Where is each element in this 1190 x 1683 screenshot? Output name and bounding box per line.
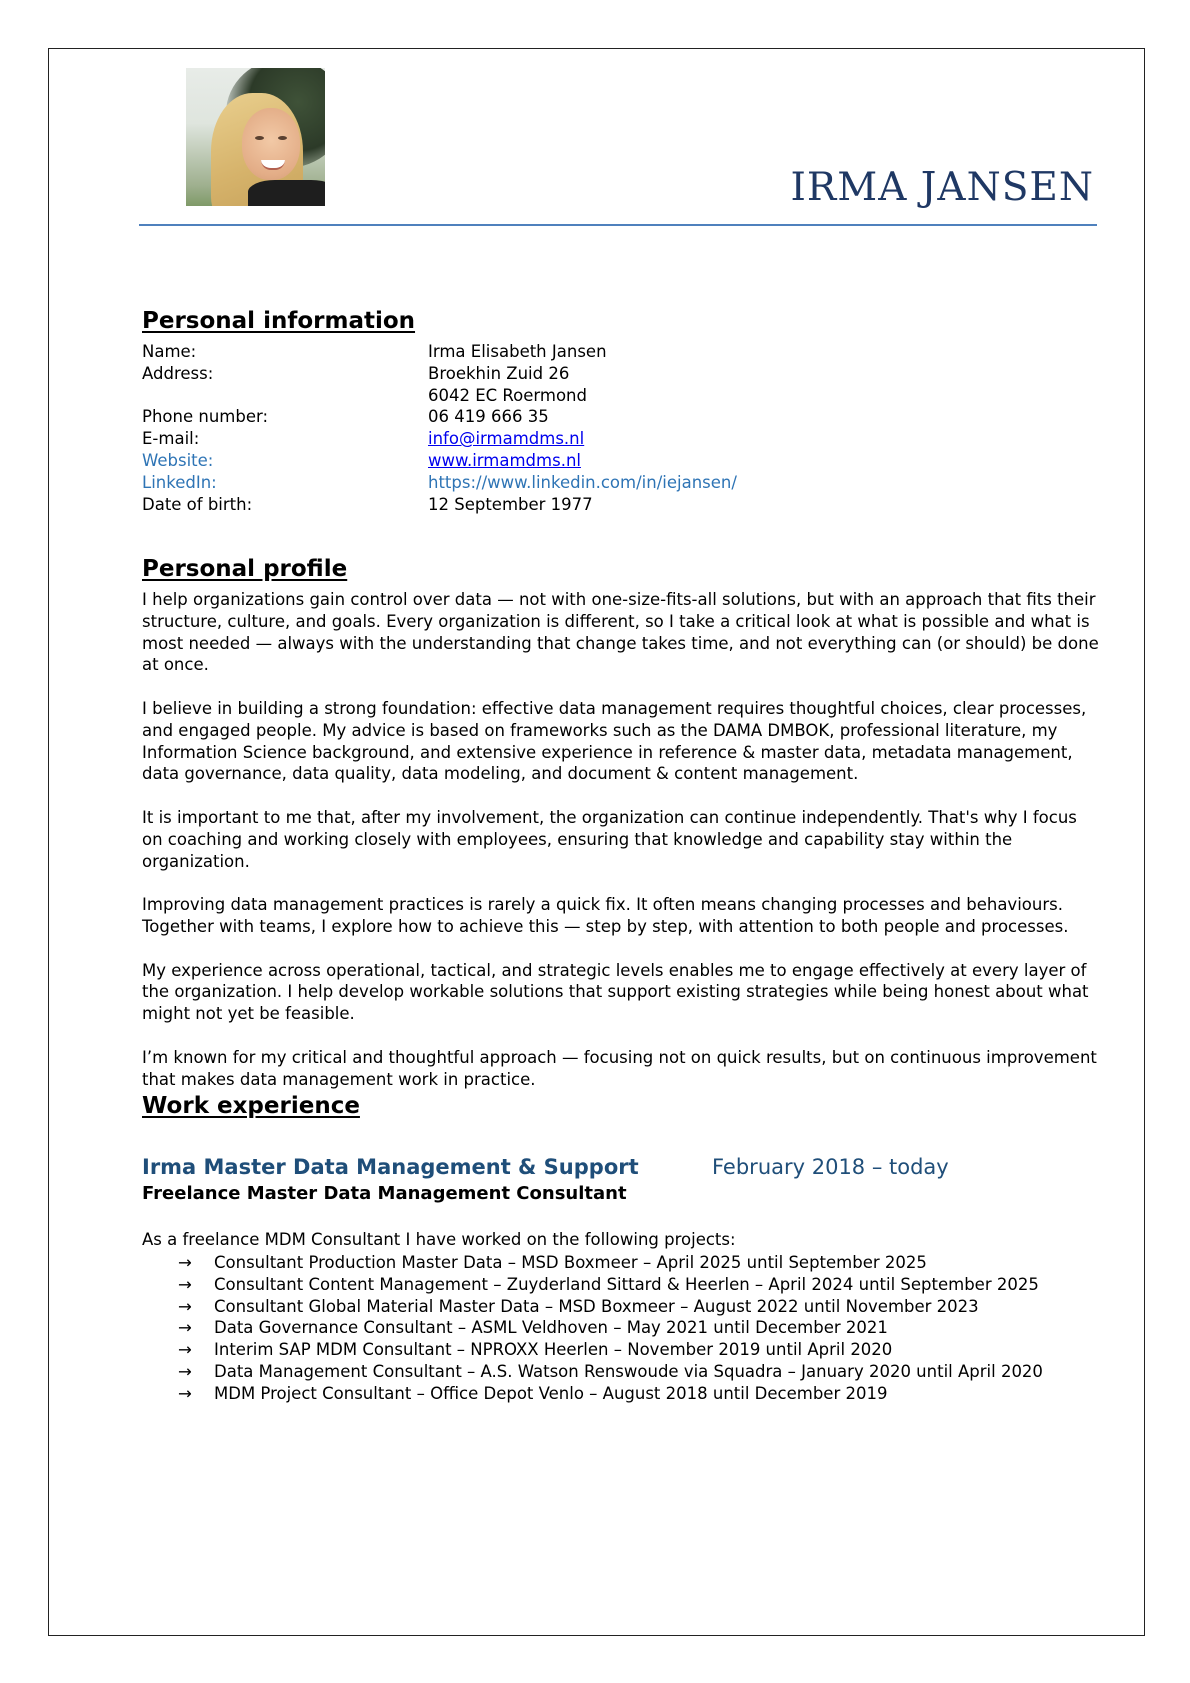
arrow-right-icon: → [178,1253,192,1272]
project-item [178,1339,1043,1361]
job-role: Freelance Master Data Management Consultant [142,1183,627,1204]
job-intro: As a freelance MDM Consultant I have worked on the following projects: [142,1230,736,1249]
info-row-address-line-2 [142,385,737,407]
arrow-right-icon: → [178,1340,192,1360]
photo-shirt [248,180,325,206]
arrow-right-icon: → [178,1383,192,1403]
work-experience-heading: Work experience [142,1093,360,1119]
project-text: Consultant Content Management – Zuyderland Sittard & Heerlen – April 2024 until September 2025 [214,1274,1039,1294]
project-text: Consultant Production Master Data – MSD Boxmeer – April 2025 until September 2025 [214,1253,927,1272]
job-dates: February 2018 – today [712,1155,949,1179]
personal-information-table [142,341,737,515]
project-item [178,1274,1043,1296]
arrow-right-icon: → [178,1361,192,1381]
project-text: Consultant Global Material Master Data – MSD Boxmeer – August 2022 until November 2023 [214,1296,979,1316]
email-link[interactable]: info@irmamdms.nl [428,429,585,449]
info-label: LinkedIn: [142,472,217,492]
project-text: MDM Project Consultant – Office Depot Venlo – August 2018 until December 2019 [214,1383,888,1403]
arrow-right-icon: → [178,1296,192,1316]
photo-eye-left [255,136,264,140]
info-row-phone [142,406,737,428]
info-row-name [142,341,737,363]
info-label: Website: [142,450,214,470]
info-label: Date of birth: [142,494,253,514]
page-title: IRMA JANSEN [790,165,1094,210]
project-item [178,1383,1043,1405]
info-value: Irma Elisabeth Jansen [428,342,607,361]
info-label: Address: [142,363,214,383]
website-link[interactable]: www.irmamdms.nl [428,450,581,470]
job-company: Irma Master Data Management & Support [142,1155,639,1179]
linkedin-link[interactable]: https://www.linkedin.com/in/iejansen/ [428,472,737,492]
profile-photo [186,68,325,206]
info-row-email [142,428,737,450]
project-item [178,1252,1043,1274]
info-row-date-of-birth [142,494,737,516]
info-row-website [142,450,737,472]
profile-paragraph: I believe in building a strong foundation: effective data management requires thoughtful choices, clear processes, and engaged people. My advice is based on frameworks such as the DAMA DMBOK, professional literature, my Information Science background, and extensive experience in reference & master data, metadata management, data governance, data quality, data modeling, and document & content management. [142,698,1087,784]
info-label [142,385,428,407]
info-value: 12 September 1977 [428,494,593,514]
profile-paragraph: I help organizations gain control over data — not with one-size-fits-all solutions, but with an approach that fits their structure, culture, and goals. Every organization is different, so I take a critical look at what is possible and what is most needed — always with the understanding that change takes time, and not everything can (or should) be done at once. [142,590,1099,675]
project-item [178,1317,1043,1339]
profile-paragraph: It is important to me that, after my involvement, the organization can continue independently. That's why I focus on coaching and working closely with employees, ensuring that knowledge and capability stay within the organization. [142,807,1077,871]
project-text: Data Management Consultant – A.S. Watson Renswoude via Squadra – January 2020 until April 2020 [214,1361,1043,1381]
info-value: 6042 EC Roermond [428,385,587,405]
info-label: Name: [142,342,197,361]
info-value: Broekhin Zuid 26 [428,363,570,383]
info-row-linkedin [142,472,737,494]
personal-profile-heading: Personal profile [142,556,348,582]
info-value: 06 419 666 35 [428,407,549,427]
profile-paragraph: I’m known for my critical and thoughtful approach — focusing not on quick results, but on continuous improvement that makes data management work in practice. [142,1047,1097,1089]
profile-paragraph: My experience across operational, tactical, and strategic levels enables me to engage effectively at every layer of the organization. I help develop workable solutions that support existing strategies while being honest about what might not yet be feasible. [142,960,1089,1024]
arrow-right-icon: → [178,1318,192,1338]
profile-paragraph: Improving data management practices is rarely a quick fix. It often means changing processes and behaviours. Together with teams, I explore how to achieve this — step by step, with attention to both people and processes. [142,895,1069,936]
photo-eye-right [278,136,287,140]
project-list [178,1252,1043,1405]
personal-information-heading: Personal information [142,308,416,334]
project-item [178,1361,1043,1383]
info-row-address [142,363,737,385]
project-item [178,1296,1043,1318]
info-label: Phone number: [142,407,269,427]
arrow-right-icon: → [178,1274,192,1294]
info-label: E-mail: [142,429,200,449]
title-divider [139,224,1097,226]
project-text: Data Governance Consultant – ASML Veldhoven – May 2021 until December 2021 [214,1318,888,1338]
personal-profile-text [142,589,1102,1112]
project-text: Interim SAP MDM Consultant – NPROXX Heerlen – November 2019 until April 2020 [214,1340,893,1360]
